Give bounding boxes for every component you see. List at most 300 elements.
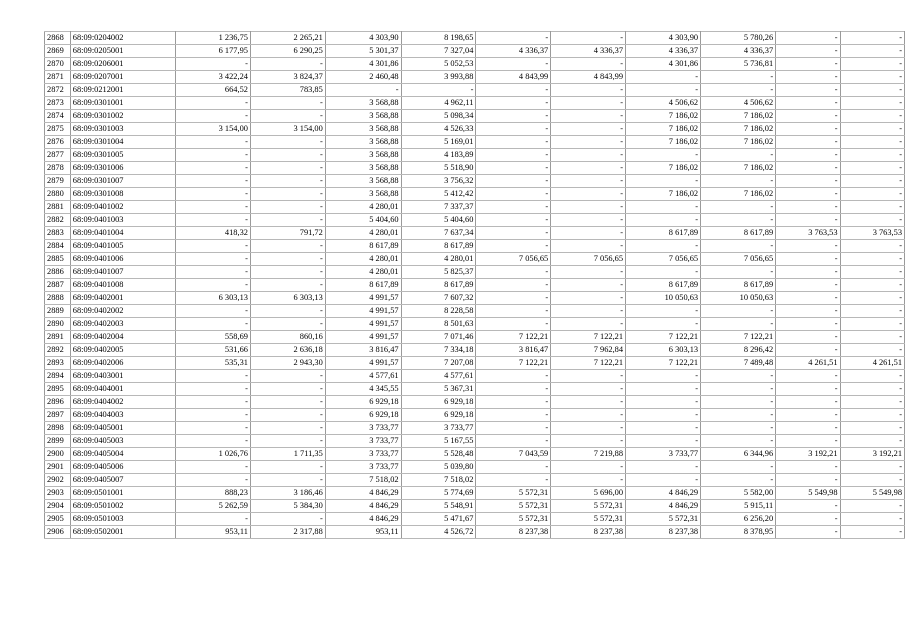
value-4-cell: 4 183,89 [401, 149, 476, 162]
value-9-cell: - [776, 175, 840, 188]
value-3-cell: 3 568,88 [325, 175, 401, 188]
value-8-cell: - [701, 318, 776, 331]
value-1-cell: - [176, 266, 251, 279]
value-9-cell: - [776, 292, 840, 305]
table-body [45, 32, 905, 539]
value-10-cell: - [840, 84, 904, 97]
value-3-cell: 3 568,88 [325, 97, 401, 110]
value-4-cell: 7 071,46 [401, 331, 476, 344]
value-8-cell: - [701, 370, 776, 383]
value-2-cell: - [250, 162, 325, 175]
value-3-cell: 3 733,77 [325, 448, 401, 461]
cadastral-code-cell: 68:09:0401005 [70, 240, 175, 253]
row-index-cell: 2902 [45, 474, 71, 487]
value-8-cell: - [701, 474, 776, 487]
value-1-cell: 6 177,95 [176, 45, 251, 58]
table-row [45, 331, 905, 344]
value-2-cell: - [250, 474, 325, 487]
value-5-cell: - [476, 435, 551, 448]
value-10-cell: - [840, 474, 904, 487]
value-2-cell: - [250, 279, 325, 292]
value-5-cell: - [476, 266, 551, 279]
value-2-cell: - [250, 383, 325, 396]
row-index-cell: 2883 [45, 227, 71, 240]
table-row [45, 344, 905, 357]
row-index-cell: 2897 [45, 409, 71, 422]
value-5-cell: - [476, 227, 551, 240]
value-4-cell: 8 617,89 [401, 240, 476, 253]
value-3-cell: 5 404,60 [325, 214, 401, 227]
value-8-cell: 10 050,63 [701, 292, 776, 305]
value-1-cell: - [176, 201, 251, 214]
cadastral-code-cell: 68:09:0405006 [70, 461, 175, 474]
value-1-cell: 558,69 [176, 331, 251, 344]
value-2-cell: - [250, 136, 325, 149]
value-8-cell: 8 617,89 [701, 227, 776, 240]
value-8-cell: - [701, 305, 776, 318]
cadastral-code-cell: 68:09:0402006 [70, 357, 175, 370]
value-9-cell: - [776, 318, 840, 331]
value-7-cell: - [626, 266, 701, 279]
value-9-cell: - [776, 136, 840, 149]
value-4-cell: 8 617,89 [401, 279, 476, 292]
cadastral-code-cell: 68:09:0301003 [70, 123, 175, 136]
value-5-cell: - [476, 123, 551, 136]
value-4-cell: 5 471,67 [401, 513, 476, 526]
value-9-cell: 5 549,98 [776, 487, 840, 500]
value-1-cell: - [176, 370, 251, 383]
value-9-cell: - [776, 188, 840, 201]
cadastral-code-cell: 68:09:0404002 [70, 396, 175, 409]
value-9-cell: - [776, 45, 840, 58]
value-8-cell: - [701, 422, 776, 435]
value-6-cell: - [551, 175, 626, 188]
cadastral-code-cell: 68:09:0405001 [70, 422, 175, 435]
value-9-cell: - [776, 331, 840, 344]
table-row [45, 162, 905, 175]
value-7-cell: 7 122,21 [626, 331, 701, 344]
cadastral-code-cell: 68:09:0405007 [70, 474, 175, 487]
value-8-cell: - [701, 149, 776, 162]
value-3-cell: 4 991,57 [325, 357, 401, 370]
table-row [45, 435, 905, 448]
value-4-cell: 7 607,32 [401, 292, 476, 305]
value-5-cell: - [476, 318, 551, 331]
value-4-cell: 5 404,60 [401, 214, 476, 227]
value-10-cell: - [840, 32, 904, 45]
value-10-cell: - [840, 71, 904, 84]
value-10-cell: - [840, 513, 904, 526]
value-10-cell: - [840, 409, 904, 422]
value-8-cell: 4 336,37 [701, 45, 776, 58]
value-7-cell: 7 186,02 [626, 162, 701, 175]
value-10-cell: - [840, 240, 904, 253]
cadastral-code-cell: 68:09:0401004 [70, 227, 175, 240]
value-5-cell: - [476, 396, 551, 409]
value-5-cell: - [476, 292, 551, 305]
value-7-cell: 7 122,21 [626, 357, 701, 370]
value-10-cell: - [840, 45, 904, 58]
row-index-cell: 2879 [45, 175, 71, 188]
value-6-cell: - [551, 214, 626, 227]
value-2-cell: - [250, 253, 325, 266]
value-1-cell: 888,23 [176, 487, 251, 500]
value-7-cell: - [626, 175, 701, 188]
table-row [45, 318, 905, 331]
value-5-cell: - [476, 175, 551, 188]
value-10-cell: - [840, 279, 904, 292]
row-index-cell: 2892 [45, 344, 71, 357]
value-9-cell: - [776, 110, 840, 123]
value-9-cell: - [776, 266, 840, 279]
value-3-cell: 4 991,57 [325, 331, 401, 344]
value-8-cell: 7 186,02 [701, 162, 776, 175]
value-9-cell: - [776, 513, 840, 526]
cadastral-code-cell: 68:09:0206001 [70, 58, 175, 71]
value-9-cell: - [776, 500, 840, 513]
value-7-cell: - [626, 149, 701, 162]
value-3-cell: 6 929,18 [325, 396, 401, 409]
cadastral-code-cell: 68:09:0401007 [70, 266, 175, 279]
value-9-cell: - [776, 435, 840, 448]
value-5-cell: 5 572,31 [476, 513, 551, 526]
value-6-cell: - [551, 32, 626, 45]
value-1-cell: - [176, 188, 251, 201]
value-1-cell: 531,66 [176, 344, 251, 357]
value-5-cell: 7 122,21 [476, 357, 551, 370]
value-5-cell: 4 843,99 [476, 71, 551, 84]
value-2-cell: - [250, 240, 325, 253]
value-8-cell: 7 186,02 [701, 110, 776, 123]
value-2-cell: 783,85 [250, 84, 325, 97]
row-index-cell: 2869 [45, 45, 71, 58]
value-2-cell: - [250, 513, 325, 526]
row-index-cell: 2905 [45, 513, 71, 526]
value-10-cell: - [840, 110, 904, 123]
row-index-cell: 2903 [45, 487, 71, 500]
value-8-cell: - [701, 201, 776, 214]
value-3-cell: 4 303,90 [325, 32, 401, 45]
value-4-cell: 5 774,69 [401, 487, 476, 500]
table-row [45, 357, 905, 370]
value-1-cell: - [176, 279, 251, 292]
value-7-cell: - [626, 383, 701, 396]
value-4-cell: 6 929,18 [401, 409, 476, 422]
value-9-cell: - [776, 84, 840, 97]
value-6-cell: - [551, 201, 626, 214]
row-index-cell: 2900 [45, 448, 71, 461]
value-4-cell: 7 207,08 [401, 357, 476, 370]
value-9-cell: - [776, 279, 840, 292]
value-8-cell: 8 617,89 [701, 279, 776, 292]
value-10-cell: - [840, 175, 904, 188]
value-2-cell: 2 265,21 [250, 32, 325, 45]
value-7-cell: 3 733,77 [626, 448, 701, 461]
value-8-cell: 7 056,65 [701, 253, 776, 266]
value-2-cell: - [250, 305, 325, 318]
value-1-cell: - [176, 175, 251, 188]
value-5-cell: - [476, 474, 551, 487]
value-4-cell: 5 367,31 [401, 383, 476, 396]
value-2-cell: - [250, 318, 325, 331]
value-7-cell: 7 186,02 [626, 188, 701, 201]
value-8-cell: 7 489,48 [701, 357, 776, 370]
value-9-cell: - [776, 201, 840, 214]
value-1-cell: 535,31 [176, 357, 251, 370]
value-1-cell: - [176, 383, 251, 396]
value-6-cell: - [551, 123, 626, 136]
value-3-cell: 2 460,48 [325, 71, 401, 84]
value-9-cell: - [776, 240, 840, 253]
value-9-cell: - [776, 526, 840, 539]
value-2-cell: - [250, 370, 325, 383]
value-9-cell: - [776, 370, 840, 383]
value-3-cell: 7 518,02 [325, 474, 401, 487]
value-6-cell: 7 122,21 [551, 357, 626, 370]
value-7-cell: - [626, 214, 701, 227]
value-9-cell: - [776, 149, 840, 162]
table-row [45, 71, 905, 84]
value-4-cell: 5 052,53 [401, 58, 476, 71]
value-10-cell: - [840, 461, 904, 474]
value-10-cell: - [840, 214, 904, 227]
cadastral-code-cell: 68:09:0401008 [70, 279, 175, 292]
value-4-cell: 5 528,48 [401, 448, 476, 461]
value-1-cell: - [176, 474, 251, 487]
value-5-cell: 3 816,47 [476, 344, 551, 357]
value-1-cell: - [176, 149, 251, 162]
value-4-cell: 8 198,65 [401, 32, 476, 45]
value-8-cell: 5 915,11 [701, 500, 776, 513]
cadastral-code-cell: 68:09:0501001 [70, 487, 175, 500]
value-6-cell: 7 219,88 [551, 448, 626, 461]
table-row [45, 110, 905, 123]
row-index-cell: 2889 [45, 305, 71, 318]
row-index-cell: 2880 [45, 188, 71, 201]
value-5-cell: - [476, 110, 551, 123]
cadastral-code-cell: 68:09:0401002 [70, 201, 175, 214]
value-7-cell: 4 506,62 [626, 97, 701, 110]
value-3-cell: 5 301,37 [325, 45, 401, 58]
value-4-cell: 5 167,55 [401, 435, 476, 448]
table-row [45, 32, 905, 45]
value-6-cell: 4 843,99 [551, 71, 626, 84]
cadastral-code-cell: 68:09:0405004 [70, 448, 175, 461]
row-index-cell: 2888 [45, 292, 71, 305]
value-7-cell: - [626, 409, 701, 422]
value-6-cell: - [551, 422, 626, 435]
value-3-cell: 4 301,86 [325, 58, 401, 71]
value-9-cell: - [776, 123, 840, 136]
value-5-cell: 7 043,59 [476, 448, 551, 461]
value-3-cell: 3 568,88 [325, 110, 401, 123]
table-row [45, 474, 905, 487]
value-8-cell: - [701, 214, 776, 227]
value-5-cell: - [476, 136, 551, 149]
value-6-cell: - [551, 370, 626, 383]
value-2-cell: - [250, 409, 325, 422]
value-9-cell: - [776, 422, 840, 435]
value-2-cell: 3 186,46 [250, 487, 325, 500]
value-8-cell: - [701, 409, 776, 422]
value-3-cell: 3 568,88 [325, 123, 401, 136]
value-7-cell: - [626, 422, 701, 435]
value-3-cell: 4 280,01 [325, 266, 401, 279]
value-7-cell: - [626, 71, 701, 84]
row-index-cell: 2901 [45, 461, 71, 474]
value-10-cell: - [840, 97, 904, 110]
value-8-cell: 8 296,42 [701, 344, 776, 357]
value-1-cell: 3 154,00 [176, 123, 251, 136]
value-2-cell: - [250, 214, 325, 227]
value-4-cell: 4 280,01 [401, 253, 476, 266]
value-3-cell: 953,11 [325, 526, 401, 539]
row-index-cell: 2874 [45, 110, 71, 123]
value-3-cell: 8 617,89 [325, 240, 401, 253]
value-5-cell: - [476, 370, 551, 383]
value-5-cell: - [476, 214, 551, 227]
value-10-cell: - [840, 123, 904, 136]
value-9-cell: - [776, 71, 840, 84]
value-5-cell: 7 056,65 [476, 253, 551, 266]
value-2-cell: 2 636,18 [250, 344, 325, 357]
cadastral-code-cell: 68:09:0405003 [70, 435, 175, 448]
value-5-cell: - [476, 240, 551, 253]
value-3-cell: 6 929,18 [325, 409, 401, 422]
value-3-cell: 4 280,01 [325, 227, 401, 240]
value-5-cell: - [476, 409, 551, 422]
value-10-cell: 3 192,21 [840, 448, 904, 461]
row-index-cell: 2870 [45, 58, 71, 71]
value-4-cell: 8 228,58 [401, 305, 476, 318]
row-index-cell: 2906 [45, 526, 71, 539]
value-3-cell: 4 846,29 [325, 500, 401, 513]
table-row [45, 292, 905, 305]
row-index-cell: 2899 [45, 435, 71, 448]
value-4-cell: 7 334,18 [401, 344, 476, 357]
row-index-cell: 2875 [45, 123, 71, 136]
row-index-cell: 2871 [45, 71, 71, 84]
value-8-cell: 5 736,81 [701, 58, 776, 71]
value-7-cell: 4 301,86 [626, 58, 701, 71]
table-row [45, 45, 905, 58]
table-row [45, 84, 905, 97]
value-2-cell: 3 154,00 [250, 123, 325, 136]
value-10-cell: - [840, 344, 904, 357]
value-7-cell: - [626, 370, 701, 383]
value-9-cell: - [776, 253, 840, 266]
value-6-cell: - [551, 474, 626, 487]
value-4-cell: 5 169,01 [401, 136, 476, 149]
table-row [45, 279, 905, 292]
value-10-cell: 4 261,51 [840, 357, 904, 370]
value-6-cell: - [551, 279, 626, 292]
value-8-cell: - [701, 71, 776, 84]
value-3-cell: 4 345,55 [325, 383, 401, 396]
table-row [45, 422, 905, 435]
value-8-cell: - [701, 396, 776, 409]
value-6-cell: 4 336,37 [551, 45, 626, 58]
table-row [45, 136, 905, 149]
cadastral-code-cell: 68:09:0301001 [70, 97, 175, 110]
table-row [45, 500, 905, 513]
value-6-cell: - [551, 58, 626, 71]
value-10-cell: - [840, 292, 904, 305]
value-6-cell: - [551, 266, 626, 279]
value-1-cell: - [176, 136, 251, 149]
value-6-cell: - [551, 396, 626, 409]
value-1-cell: 3 422,24 [176, 71, 251, 84]
value-3-cell: 3 816,47 [325, 344, 401, 357]
value-5-cell: - [476, 149, 551, 162]
cadastral-code-cell: 68:09:0301004 [70, 136, 175, 149]
value-1-cell: - [176, 97, 251, 110]
value-1-cell: - [176, 253, 251, 266]
value-3-cell: 3 733,77 [325, 435, 401, 448]
value-10-cell: - [840, 331, 904, 344]
row-index-cell: 2890 [45, 318, 71, 331]
value-2-cell: 5 384,30 [250, 500, 325, 513]
value-6-cell: - [551, 409, 626, 422]
value-10-cell: - [840, 305, 904, 318]
value-9-cell: - [776, 396, 840, 409]
value-5-cell: - [476, 383, 551, 396]
value-8-cell: 5 780,26 [701, 32, 776, 45]
value-8-cell: 7 122,21 [701, 331, 776, 344]
value-5-cell: - [476, 32, 551, 45]
value-2-cell: - [250, 201, 325, 214]
value-4-cell: 7 518,02 [401, 474, 476, 487]
cadastral-code-cell: 68:09:0205001 [70, 45, 175, 58]
value-6-cell: - [551, 162, 626, 175]
value-3-cell: 3 568,88 [325, 188, 401, 201]
value-10-cell: - [840, 162, 904, 175]
table-row [45, 253, 905, 266]
value-10-cell: - [840, 500, 904, 513]
value-6-cell: - [551, 136, 626, 149]
value-7-cell: - [626, 201, 701, 214]
value-4-cell: 5 518,90 [401, 162, 476, 175]
row-index-cell: 2881 [45, 201, 71, 214]
value-7-cell: 4 846,29 [626, 500, 701, 513]
table-row [45, 123, 905, 136]
value-9-cell: - [776, 383, 840, 396]
value-9-cell: - [776, 344, 840, 357]
value-4-cell: 5 039,80 [401, 461, 476, 474]
value-7-cell: - [626, 461, 701, 474]
value-1-cell: 418,32 [176, 227, 251, 240]
value-1-cell: - [176, 162, 251, 175]
value-8-cell: 7 186,02 [701, 123, 776, 136]
row-index-cell: 2887 [45, 279, 71, 292]
table-row [45, 487, 905, 500]
value-10-cell: - [840, 526, 904, 539]
value-10-cell: - [840, 370, 904, 383]
value-5-cell: - [476, 58, 551, 71]
cadastral-code-cell: 68:09:0404003 [70, 409, 175, 422]
value-10-cell: 3 763,53 [840, 227, 904, 240]
value-5-cell: 5 572,31 [476, 500, 551, 513]
value-1-cell: 6 303,13 [176, 292, 251, 305]
table-row [45, 175, 905, 188]
value-4-cell: 8 501,63 [401, 318, 476, 331]
cadastral-code-cell: 68:09:0402004 [70, 331, 175, 344]
table-row [45, 396, 905, 409]
row-index-cell: 2884 [45, 240, 71, 253]
value-3-cell: 4 577,61 [325, 370, 401, 383]
value-1-cell: - [176, 318, 251, 331]
row-index-cell: 2893 [45, 357, 71, 370]
